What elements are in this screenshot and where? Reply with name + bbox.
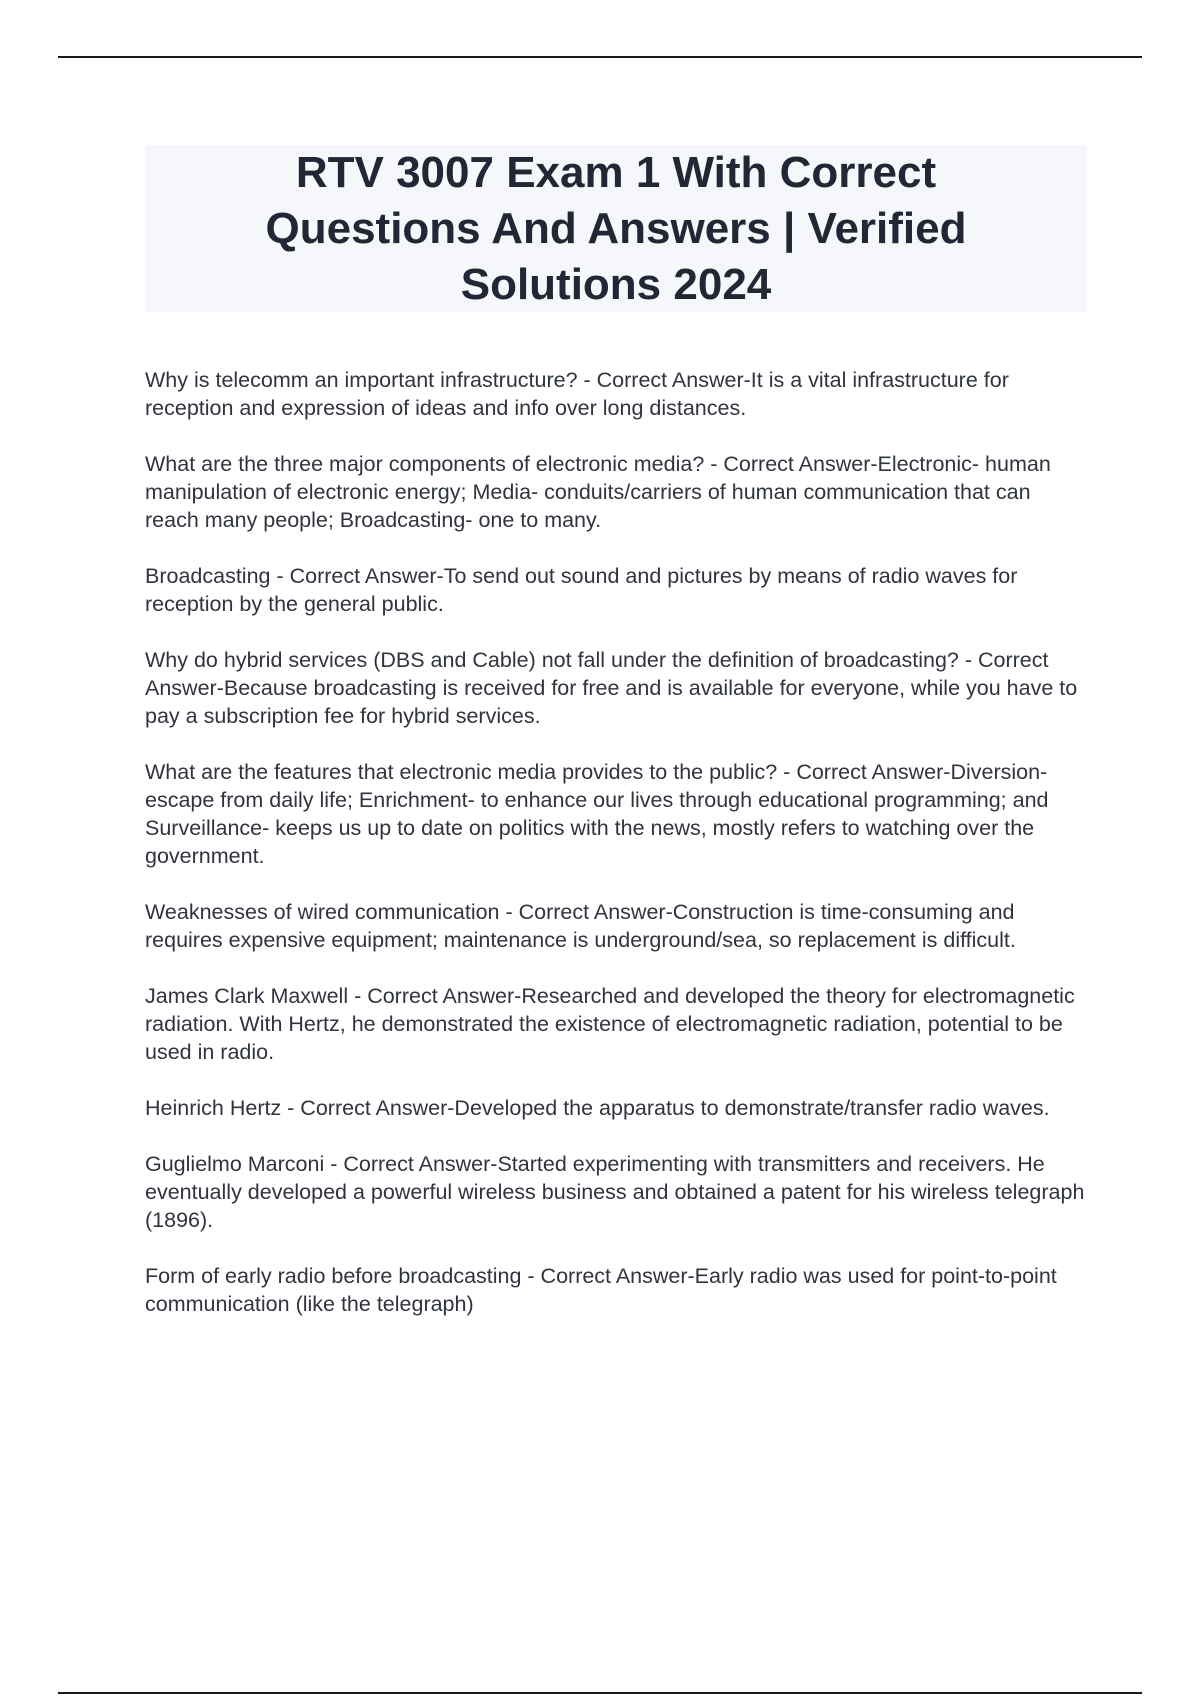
qa-item: Weaknesses of wired communication - Correct Answer-Construction is time-consuming and requires expensive equipment; maintenance is underground/sea, so replacement is difficult. bbox=[145, 900, 1016, 952]
qa-item: What are the three major components of electronic media? - Correct Answer-Electronic- human manipulation of electronic energy; Media- conduits/carriers of human communication that can reach many people; Broadcasting- one to many. bbox=[145, 452, 1051, 532]
top-rule bbox=[58, 56, 1142, 58]
document-title: RTV 3007 Exam 1 With Correct Questions And Answers | Verified Solutions 2024 bbox=[265, 147, 967, 309]
qa-item: James Clark Maxwell - Correct Answer-Researched and developed the theory for electromagnetic radiation. With Hertz, he demonstrated the existence of electromagnetic radiation, potential to be used in radio. bbox=[145, 984, 1075, 1064]
qa-item: What are the features that electronic media provides to the public? - Correct Answer-Diversion- escape from daily life; Enrichment- to enhance our lives through educational programming; and Surveillance- keeps us up to date on politics with the news, mostly refers to watching over the government. bbox=[145, 760, 1049, 868]
qa-item: Why is telecomm an important infrastructure? - Correct Answer-It is a vital infrastructure for reception and expression of ideas and info over long distances. bbox=[145, 368, 1009, 420]
qa-item: Form of early radio before broadcasting - Correct Answer-Early radio was used for point-to-point communication (like the telegraph) bbox=[145, 1264, 1057, 1316]
title-banner bbox=[145, 145, 1087, 312]
qa-item: Guglielmo Marconi - Correct Answer-Started experimenting with transmitters and receivers. He eventually developed a powerful wireless business and obtained a patent for his wireless telegraph (1896). bbox=[145, 1152, 1085, 1232]
qa-item: Why do hybrid services (DBS and Cable) not fall under the definition of broadcasting? - Correct Answer-Because broadcasting is received for free and is available for everyone, while you have to pay a subscription fee for hybrid services. bbox=[145, 648, 1078, 728]
qa-item: Heinrich Hertz - Correct Answer-Developed the apparatus to demonstrate/transfer radio waves. bbox=[145, 1096, 1050, 1120]
qa-item: Broadcasting - Correct Answer-To send out sound and pictures by means of radio waves for reception by the general public. bbox=[145, 564, 1018, 616]
qa-list bbox=[145, 366, 1090, 1346]
bottom-rule bbox=[58, 1692, 1142, 1694]
